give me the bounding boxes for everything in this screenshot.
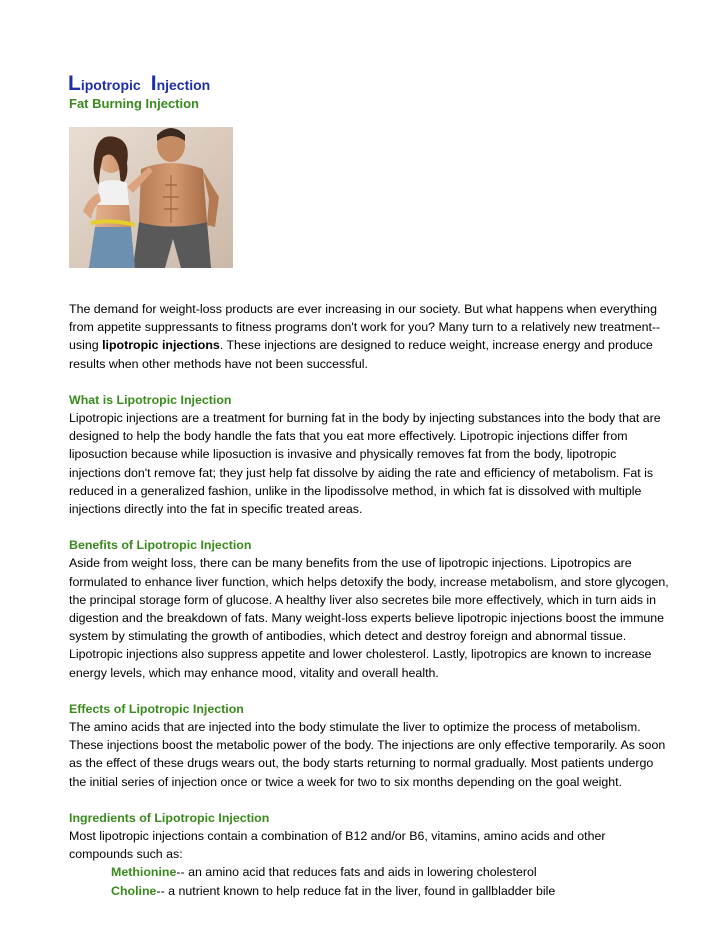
- ingredient-description: -- an amino acid that reduces fats and aids in lowering cholesterol: [176, 865, 537, 880]
- section-heading: Effects of Lipotropic Injection: [69, 701, 244, 716]
- section-heading: Benefits of Lipotropic Injection: [69, 538, 252, 553]
- section-paragraph: The amino acids that are injected into the body stimulate the liver to optimize the process of metabolism. These injections boost the metabolic power of the body. The injections are only effective temporarily. As soon as the effect of these drugs wears out, the body starts returning to normal gradually. Most patients undergo the initial series of injection once or twice a week for two to six months depending on the goal weight.: [69, 720, 666, 789]
- section-heading: What is Lipotropic Injection: [69, 392, 232, 407]
- document-body: [69, 300, 669, 900]
- ingredients-list: [69, 863, 669, 899]
- section-heading: Ingredients of Lipotropic Injection: [69, 810, 270, 825]
- section-benefits: [69, 536, 669, 682]
- section-paragraph: Most lipotropic injections contain a combination of B12 and/or B6, vitamins, amino acids and other compounds such as:: [69, 829, 606, 862]
- list-item: [111, 863, 669, 881]
- section-ingredients: [69, 809, 669, 900]
- couple-photo: [69, 127, 233, 268]
- intro-paragraph: The demand for weight-loss products are ever increasing in our society. But what happens when everything from appetite suppressants to fitness programs don't work for you? Many turn to a relatively new treatment-- using lipotropic injections. These injections are designed to reduce weight, increase energy and produce results when other methods have not been successful.: [69, 302, 661, 371]
- intro-bold-phrase: lipotropic injections: [102, 338, 220, 353]
- section-paragraph: Lipotropic injections are a treatment for burning fat in the body by injecting substances into the body that are designed to help the body handle the fats that you eat more effectively. Lipotropic injections differ from liposuction because while liposuction is invasive and physically removes fat from the body, lipotropic injections don't remove fat; they just help fat dissolve by aiding the rate and efficiency of metabolism. Fat is reduced in a generalized fashion, unlike in the lipodissolve method, in which fat is dissolved with multiple injections directly into the fat in specific treated areas.: [69, 411, 661, 517]
- title-word-injection: Injection: [150, 72, 211, 95]
- ingredient-name: Choline: [111, 883, 157, 898]
- list-item: [111, 882, 669, 900]
- section-effects: [69, 700, 669, 791]
- section-paragraph: Aside from weight loss, there can be many benefits from the use of lipotropic injections. Lipotropics are formulated to enhance liver function, which helps detoxify the body, increase metabolism, and store glycogen, the principal storage form of glucose. A healthy liver also secretes bile more effectively, which in turn aids in digestion and the breakdown of fats. Many weight-loss experts believe lipotropic injections boost the immune system by stimulating the growth of antibodies, which detect and destroy foreign and abnormal tissue. Lipotropic injections also suppress appetite and lower cholesterol. Lastly, lipotropics are known to increase energy levels, which may enhance mood, vitality and overall health.: [69, 556, 669, 680]
- document-title: [68, 72, 210, 96]
- section-what-is: [69, 391, 669, 518]
- document-subtitle: Fat Burning Injection: [69, 96, 199, 111]
- ingredient-name: Methionine: [111, 865, 177, 880]
- title-word-lipotropic: Lipotropic: [68, 72, 141, 95]
- ingredient-description: -- a nutrient known to help reduce fat in the liver, found in gallbladder bile: [156, 883, 556, 898]
